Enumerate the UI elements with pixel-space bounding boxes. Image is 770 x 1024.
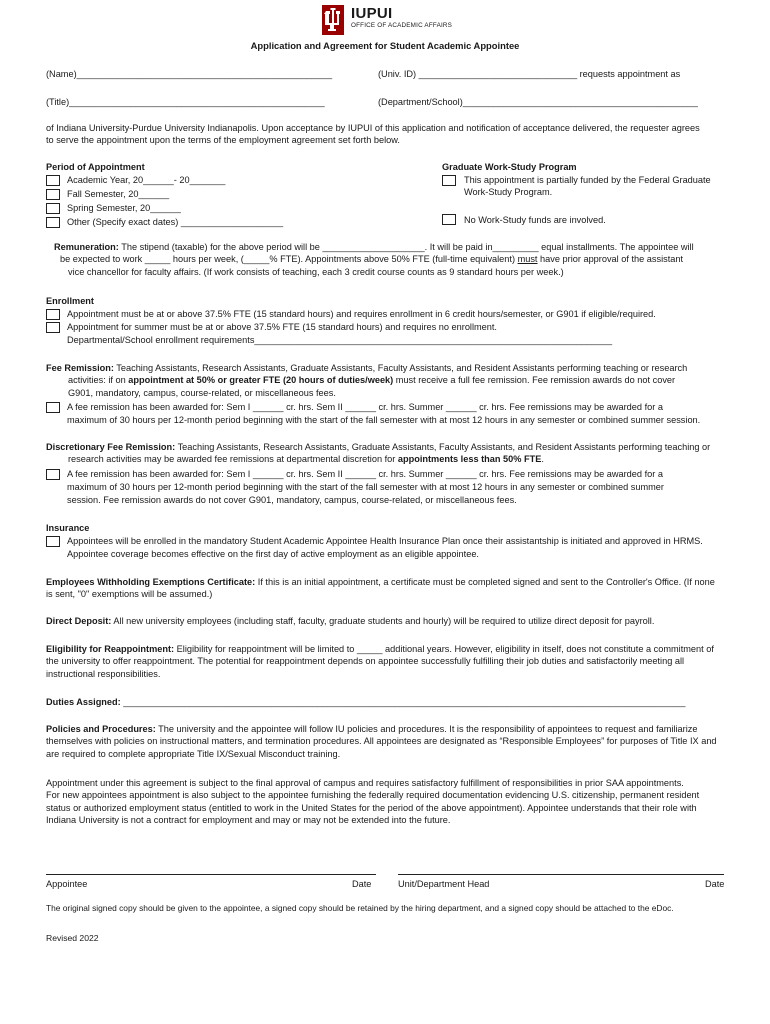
discretionary-checkbox[interactable] (46, 469, 60, 480)
withholding-text: is sent, "0" exemptions will be assumed.) (46, 589, 213, 600)
name-field[interactable]: (Name)__________________________________________________ (46, 69, 333, 79)
remuneration-text: be expected to work _____ hours per week, (_____% FTE). Appointments above 50% FTE (full-time equivalent) (60, 254, 518, 265)
fee-remission-section (46, 362, 736, 399)
discretionary-option-cont: session. Fee remission awards do not cover G901, mandatory, campus, course-related, or miscellaneous fees. (67, 495, 517, 505)
fee-remission-text: G901, mandatory, campus, course-related, or miscellaneous fees. (68, 387, 336, 398)
gws-funded-checkbox[interactable] (442, 175, 456, 186)
iupui-logo (322, 5, 462, 35)
policies-text: The university and the appointee will follow IU policies and procedures. It is the responsibility of appointees to request and familiarize (155, 724, 698, 734)
unit-head-date-label: Date (705, 879, 725, 889)
intro-line: of Indiana University-Purdue University Indianapolis. Upon acceptance by IUPUI of this application and notification of acceptance delivered, the requester agrees (46, 123, 700, 133)
policies-section (46, 723, 736, 760)
academic-year-checkbox[interactable] (46, 175, 60, 186)
approval-paragraph (46, 777, 736, 827)
reappointment-text: instructional responsibilities. (46, 668, 161, 679)
discretionary-bold: appointments less than 50% FTE (397, 454, 542, 465)
gws-funded-line: Work-Study Program. (464, 187, 553, 198)
policies-label: Policies and Procedures: (46, 724, 156, 734)
enrollment-option-1: Appointment must be at or above 37.5% FTE (15 standard hours) and requires enrollment in 6 credit hours/semester, or G901 if eligible/required. (67, 309, 656, 319)
reappointment-text: the university to offer reappointment. The potential for reappointment depends on appointee successfully fulfilling their job duties and satisfactorily meeting all (46, 656, 685, 667)
fall-semester-checkbox[interactable] (46, 189, 60, 200)
insurance-text: Appointees will be enrolled in the mandatory Student Academic Appointee Health Insurance Plan once their assistantship is initiated and approved in HRMS. (67, 536, 703, 546)
discretionary-text: . (541, 454, 544, 465)
discretionary-label: Discretionary Fee Remission: (46, 442, 176, 452)
discretionary-text: research activities may be awarded fee remissions at departmental discretion for (68, 454, 398, 465)
withholding-text: If this is an initial appointment, a certificate must be completed signed and sent to the Controller's Office. (If none (255, 577, 715, 587)
unit-head-signature-line[interactable] (398, 874, 724, 875)
discretionary-section (46, 441, 746, 466)
approval-line: status or authorized employment status (entitled to work in the United States for the period of the above appointment). Appointee understands that their role with (46, 802, 697, 813)
insurance-heading: Insurance (46, 523, 90, 533)
remuneration-section (54, 241, 744, 278)
approval-line: Appointment under this agreement is subject to the final approval of campus and requires satisfactory fulfillment of responsibilities in prior SAA appointments. (46, 778, 684, 788)
fee-remission-bold: appointment at 50% or greater FTE (20 hours of duties/week) (128, 375, 394, 386)
reappointment-label: Eligibility for Reappointment: (46, 644, 175, 654)
intro-paragraph (46, 122, 736, 147)
discretionary-text: Teaching Assistants, Research Assistants, Graduate Assistants, Faculty Assistants, and Resident Assistants performing teaching or (175, 442, 711, 452)
form-title: Application and Agreement for Student Academic Appointee (250, 40, 520, 51)
appointee-label: Appointee (46, 879, 88, 889)
fee-remission-text: must receive a full fee remission. Fee remission awards do not cover (393, 375, 676, 386)
withholding-section (46, 576, 746, 601)
appointee-signature-line[interactable] (46, 874, 376, 875)
remuneration-text: vice chancellor for faculty affairs. (If work consists of teaching, each 3 credit course counts as 9 standard hours per week.) (68, 266, 564, 277)
discretionary-option-cont: maximum of 30 hours per 12-month period beginning with the start of the fall semester with at most 12 hours in any semester or combined summer (67, 482, 664, 492)
reappointment-section (46, 643, 746, 680)
duties-label: Duties Assigned: (46, 697, 121, 707)
gws-funded-line: This appointment is partially funded by the Federal Graduate (464, 175, 711, 185)
discretionary-option: A fee remission has been awarded for: Sem I ______ cr. hrs. Sem II ______ cr. hrs. Summer ______ cr. hrs. Fee remissions may be awarded for a (67, 469, 663, 479)
insurance-text: Appointee coverage becomes effective on the first day of active employment as an eligible appointee. (67, 549, 479, 559)
spring-semester-checkbox[interactable] (46, 203, 60, 214)
fall-semester-option: Fall Semester, 20______ (67, 189, 170, 199)
period-heading: Period of Appointment (46, 162, 145, 172)
fee-remission-checkbox[interactable] (46, 402, 60, 413)
department-field[interactable]: (Department/School)______________________________________________ (378, 97, 698, 107)
gws-heading: Graduate Work-Study Program (442, 162, 577, 172)
withholding-label: Employees Withholding Exemptions Certificate: (46, 577, 256, 587)
academic-year-option: Academic Year, 20______- 20_______ (67, 175, 226, 185)
revised-date: Revised 2022 (46, 933, 99, 943)
other-dates-checkbox[interactable] (46, 217, 60, 228)
direct-deposit-text: All new university employees (including staff, faculty, graduate students and hourly) will be required to utilize direct deposit for payroll. (111, 616, 655, 626)
enrollment-option-2: Appointment for summer must be at or above 37.5% FTE (15 standard hours) and requires no enrollment. (67, 322, 497, 332)
gws-none-label: No Work-Study funds are involved. (464, 215, 606, 225)
fee-remission-option-cont: maximum of 30 hours per 12-month period beginning with the start of the fall semester with at most 12 hours in any semester or combined summer session. (67, 415, 701, 425)
direct-deposit-label: Direct Deposit: (46, 616, 112, 626)
iu-trident-icon (322, 5, 344, 35)
spring-semester-option: Spring Semester, 20______ (67, 203, 181, 213)
duties-field[interactable]: ______________________________________________________________________________________________________________ (120, 697, 686, 707)
title-field[interactable]: (Title)__________________________________________________ (46, 97, 325, 107)
gws-funded-label (464, 174, 711, 199)
remuneration-label: Remuneration: (54, 242, 119, 252)
approval-line: For new appointees appointment is also subject to the appointee furnishing the federally required documentation evidencing U.S. citizenship, permanent resident (46, 790, 700, 801)
enrollment-heading: Enrollment (46, 296, 94, 306)
reappointment-text: Eligibility for reappointment will be limited to _____ additional years. However, eligibility in itself, does not constitute a commitment of (174, 644, 714, 654)
enrollment-checkbox-1[interactable] (46, 309, 60, 320)
fee-remission-label: Fee Remission: (46, 363, 114, 373)
other-dates-option: Other (Specify exact dates) ____________________ (67, 217, 284, 227)
policies-text: themselves with policies on instructional matters, and termination procedures. All appointees are designated as “Responsible Employees” for purposes of Title IX and (46, 736, 717, 747)
fee-remission-text: activities: if on (68, 375, 129, 386)
distribution-note: The original signed copy should be given to the appointee, a signed copy should be retained by the hiring department, and a signed copy should be attached to the eDoc. (46, 903, 674, 913)
insurance-checkbox[interactable] (46, 536, 60, 547)
unit-head-label: Unit/Department Head (398, 879, 490, 889)
policies-text: are required to complete appropriate Title IX/Sexual Misconduct training. (46, 748, 341, 759)
univ-id-field[interactable]: (Univ. ID) _______________________________ requests appointment as (378, 69, 681, 79)
fee-remission-text: Teaching Assistants, Research Assistants, Graduate Assistants, Faculty Assistants, and Resident Assistants performing teaching or research (113, 363, 688, 373)
gws-none-checkbox[interactable] (442, 214, 456, 225)
appointee-date-label: Date (352, 879, 372, 889)
fee-remission-option: A fee remission has been awarded for: Sem I ______ cr. hrs. Sem II ______ cr. hrs. Summer ______ cr. hrs. Fee remissions may be awarded for a (67, 402, 663, 412)
enrollment-checkbox-2[interactable] (46, 322, 60, 333)
approval-line: Indiana University is not a contract for employment and may or may not be extended into the future. (46, 815, 451, 826)
direct-deposit-section (46, 615, 746, 627)
intro-line: to serve the appointment upon the terms of the employment agreement set forth below. (46, 135, 400, 146)
logo-name: IUPUI (351, 5, 393, 22)
duties-section[interactable] (46, 696, 746, 708)
dept-enrollment-field[interactable]: Departmental/School enrollment requirements______________________________________________________________________ (67, 335, 613, 345)
remuneration-text: have prior approval of the assistant (537, 254, 684, 265)
remuneration-must: must (517, 254, 538, 265)
remuneration-text: The stipend (taxable) for the above period will be ____________________. It will be paid in_________ equal installments. The appointee will (118, 242, 694, 252)
logo-subtitle: OFFICE OF ACADEMIC AFFAIRS (351, 22, 453, 29)
